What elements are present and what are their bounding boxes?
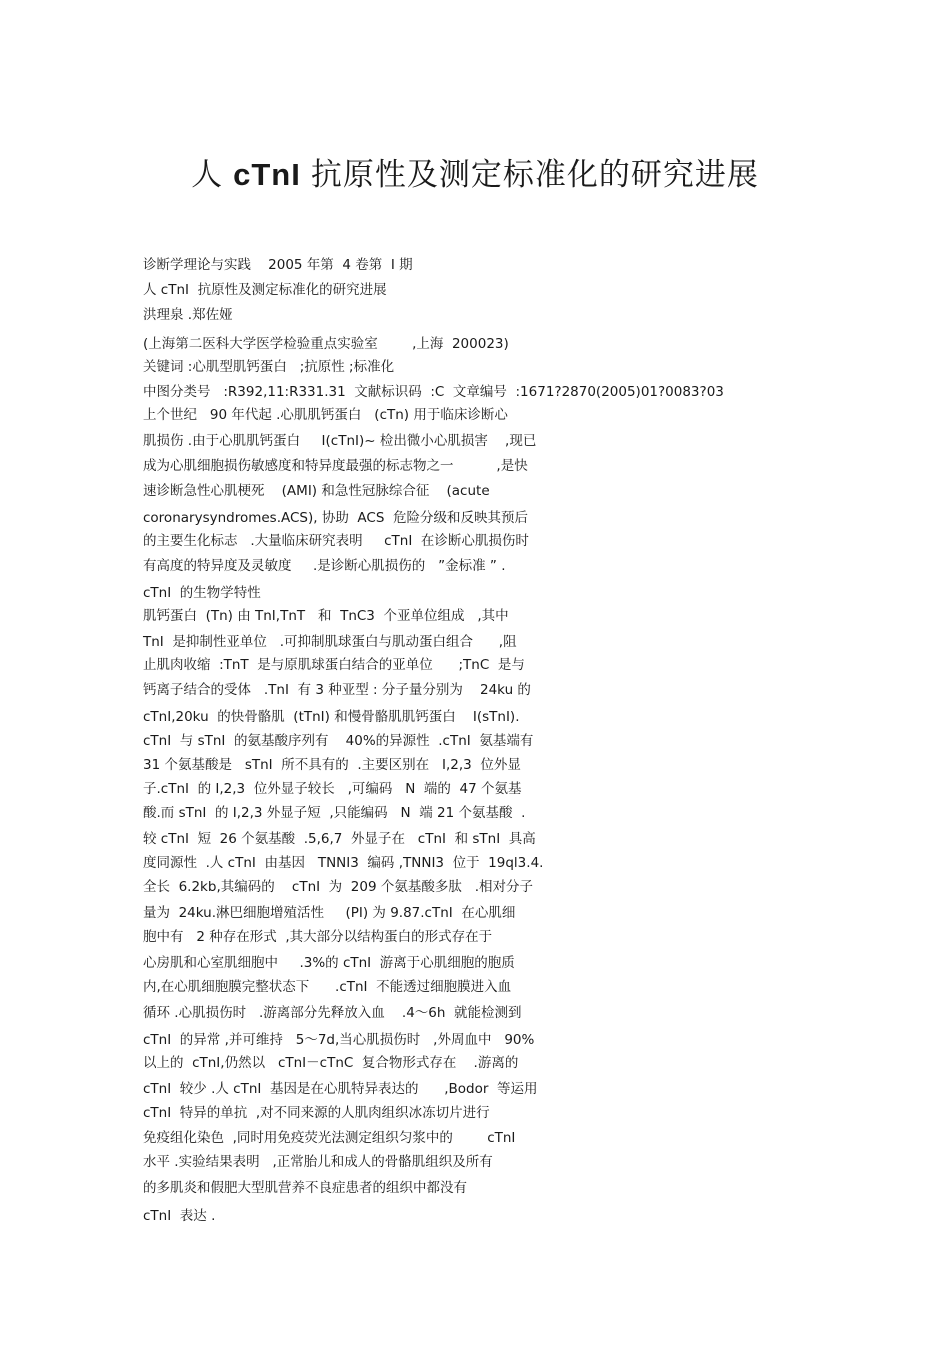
text-line: 上个世纪 90 年代起 .心肌肌钙蛋白 (cTn) 用于临床诊断心 [143,407,508,423]
text-line: 中图分类号 :R392,11:R331.31 文献标识码 :C 文章编号 :1671?2870(2005)01?0083?03 [143,384,724,400]
text-line: cTnI 较少 .人 cTnI 基因是在心肌特异表达的 ,Bodor 等运用 [143,1081,538,1097]
text-line: cTnI,20ku 的快骨骼肌 (tTnI) 和慢骨骼肌肌钙蛋白 I(sTnI). [143,709,520,725]
text-line: cTnI 的异常 ,并可维持 5～7d,当心肌损伤时 ,外周血中 90% [143,1032,535,1048]
text-line: 子.cTnI 的 I,2,3 位外显子较长 ,可编码 N 端的 47 个氨基 [143,781,522,797]
title-latin: cTnI [233,157,301,192]
text-line: 31 个氨基酸是 sTnI 所不具有的 .主要区别在 I,2,3 位外显 [143,757,521,773]
text-line: 钙离子结合的受体 .TnI 有 3 种亚型 : 分子量分别为 24ku 的 [143,682,531,698]
text-line: 肌损伤 .由于心肌肌钙蛋白 I(cTnI)~ 检出微小心肌损害 ,现已 [143,433,537,449]
text-line: 心房肌和心室肌细胞中 .3%的 cTnI 游离于心肌细胞的胞质 [143,955,515,971]
text-line: cTnI 表达 . [143,1208,216,1224]
text-line: 较 cTnI 短 26 个氨基酸 .5,6,7 外显子在 cTnI 和 sTnI 具高 [143,831,536,847]
text-line: 诊断学理论与实践 2005 年第 4 卷第 I 期 [143,257,413,273]
text-line: 水平 .实验结果表明 ,正常胎儿和成人的骨骼肌组织及所有 [143,1154,493,1170]
text-line: 胞中有 2 种存在形式 ,其大部分以结构蛋白的形式存在于 [143,929,493,945]
text-line: 的多肌炎和假肥大型肌营养不良症患者的组织中都没有 [143,1180,467,1196]
title-prefix: 人 [191,157,224,193]
section-heading: cTnI 的生物学特性 [143,585,261,601]
text-line: cTnI 特异的单抗 ,对不同来源的人肌肉组织冰冻切片进行 [143,1105,490,1121]
text-line: coronarysyndromes.ACS), 协助 ACS 危险分级和反映其预后 [143,510,529,526]
text-line: (上海第二医科大学医学检验重点实验室 ,上海 200023) [143,336,509,352]
text-line: 酸.而 sTnI 的 I,2,3 外显子短 ,只能编码 N 端 21 个氨基酸 . [143,805,526,821]
text-line: 止肌肉收缩 :TnT 是与原肌球蛋白结合的亚单位 ;TnC 是与 [143,657,525,673]
text-line: 关键词 :心肌型肌钙蛋白 ;抗原性 ;标准化 [143,359,395,375]
text-line: 人 cTnI 抗原性及测定标准化的研究进展 [143,282,387,298]
text-line: 肌钙蛋白 (Tn) 由 TnI,TnT 和 TnC3 个亚单位组成 ,其中 [143,608,509,624]
title-suffix: 抗原性及测定标准化的研究进展 [310,157,759,193]
text-line: TnI 是抑制性亚单位 .可抑制肌球蛋白与肌动蛋白组合 ,阻 [143,634,517,650]
text-line: 内,在心肌细胞膜完整状态下 .cTnI 不能透过细胞膜进入血 [143,979,512,995]
text-line: 成为心肌细胞损伤敏感度和特异度最强的标志物之一 ,是快 [143,458,528,474]
text-line: 洪理泉 .郑佐娅 [143,307,233,323]
text-line: 度同源性 .人 cTnI 由基因 TNNI3 编码 ,TNNI3 位于 19ql3.4. [143,855,544,871]
text-line: 循环 .心肌损伤时 .游离部分先释放入血 .4～6h 就能检测到 [143,1005,522,1021]
text-line: 全长 6.2kb,其编码的 cTnI 为 209 个氨基酸多肽 .相对分子 [143,879,533,895]
text-line: 有高度的特异度及灵敏度 .是诊断心肌损伤的 ”金标准 ” . [143,558,506,574]
text-line: 速诊断急性心肌梗死 (AMI) 和急性冠脉综合征 (acute [143,483,490,499]
document-title [0,152,950,198]
text-line: 以上的 cTnI,仍然以 cTnI－cTnC 复合物形式存在 .游离的 [143,1055,519,1071]
text-line: cTnI 与 sTnI 的氨基酸序列有 40%的异源性 .cTnI 氨基端有 [143,733,534,749]
text-line: 免疫组化染色 ,同时用免疫荧光法测定组织匀浆中的 cTnI [143,1130,516,1146]
text-line: 的主要生化标志 .大量临床研究表明 cTnI 在诊断心肌损伤时 [143,533,529,549]
text-line: 量为 24ku.淋巴细胞增殖活性 (PI) 为 9.87.cTnI 在心肌细 [143,905,516,921]
